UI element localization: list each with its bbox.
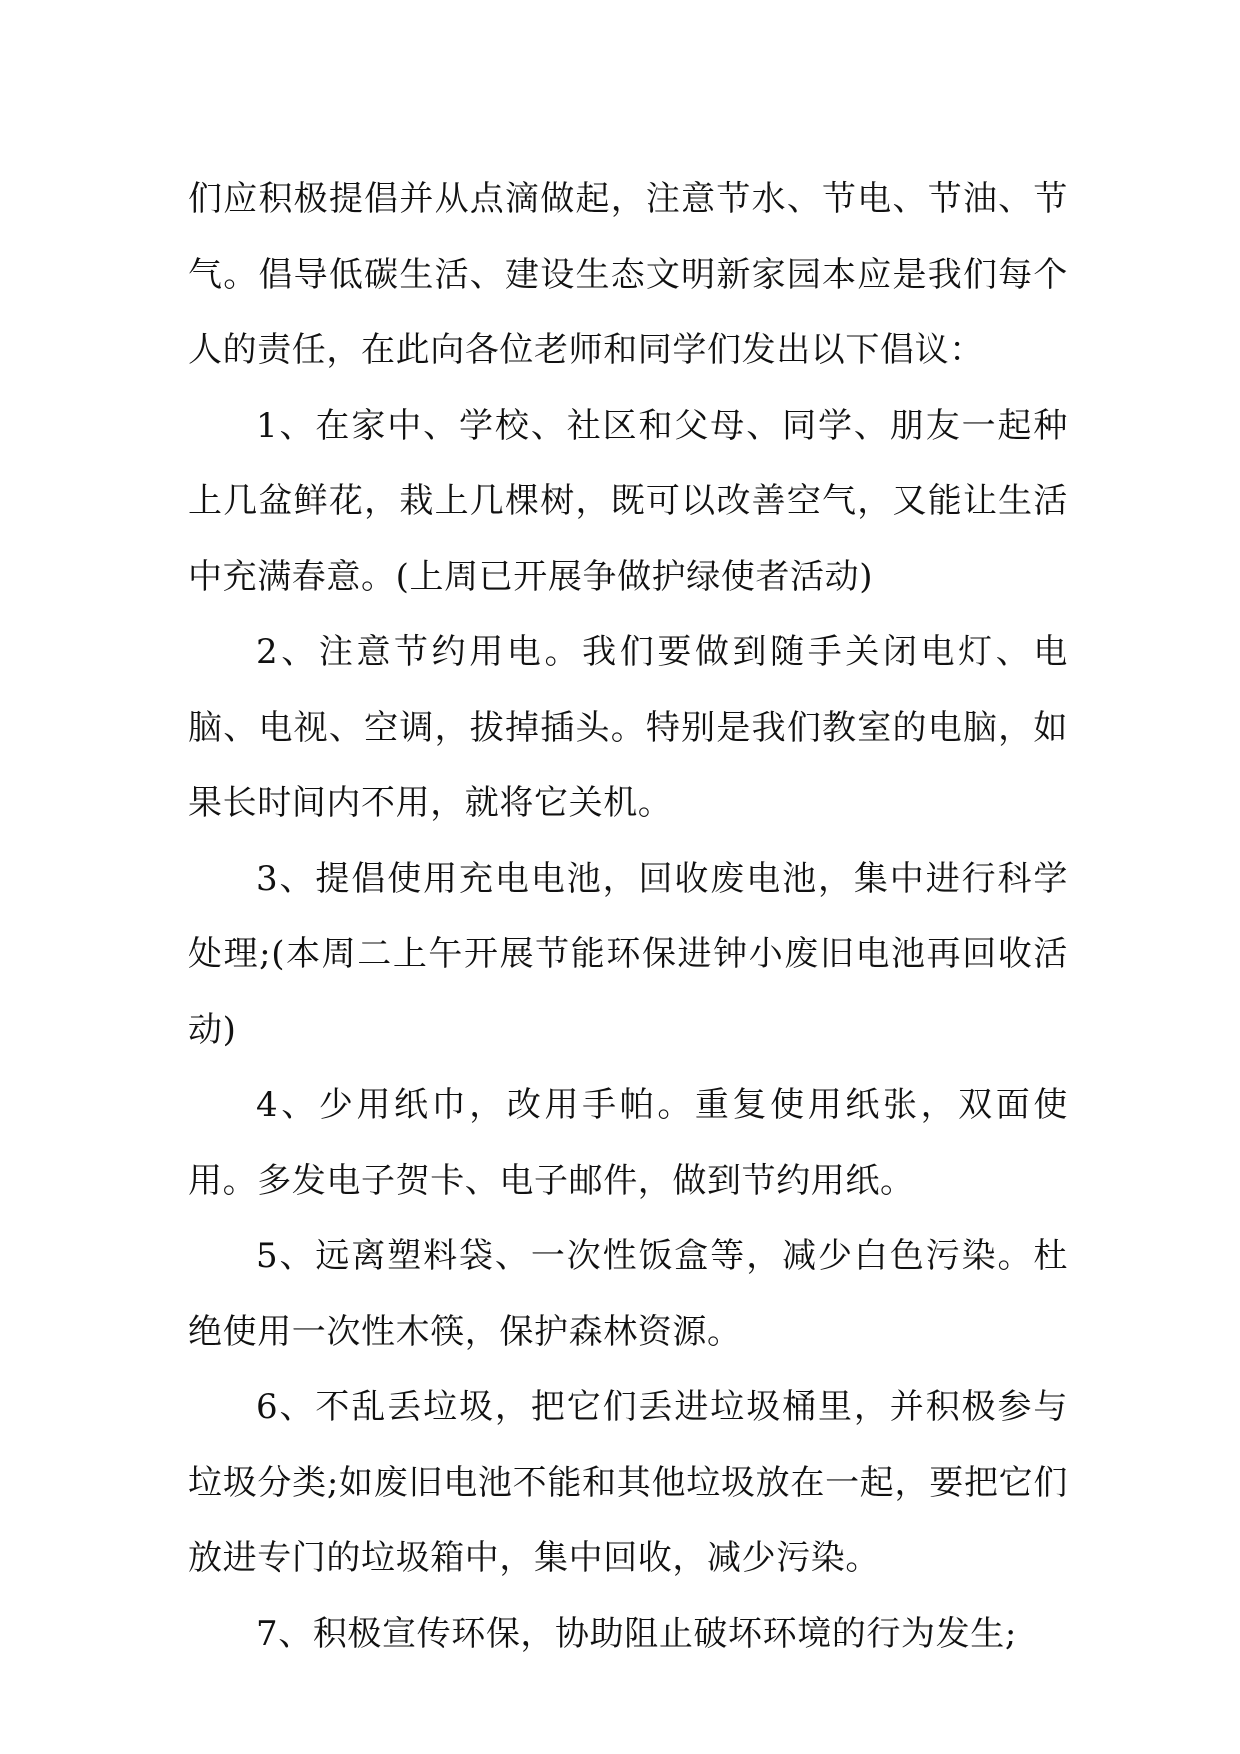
proposal-item-4: 4、少用纸巾，改用手帕。重复使用纸张，双面使用。多发电子贺卡、电子邮件，做到节约用纸。	[188, 1085, 1068, 1201]
document-body	[188, 162, 1068, 1672]
proposal-item-1: 1、在家中、学校、社区和父母、同学、朋友一起种上几盆鲜花，栽上几棵树，既可以改善空气，又能让生活中充满春意。(上周已开展争做护绿使者活动)	[188, 405, 1068, 597]
proposal-item-3: 3、提倡使用充电电池，回收废电池，集中进行科学处理;(本周二上午开展节能环保进钟小废旧电池再回收活动)	[188, 858, 1068, 1050]
proposal-item-2: 2、注意节约用电。我们要做到随手关闭电灯、电脑、电视、空调，拔掉插头。特别是我们教室的电脑，如果长时间内不用，就将它关机。	[188, 632, 1068, 823]
proposal-item-6: 6、不乱丢垃圾，把它们丢进垃圾桶里，并积极参与垃圾分类;如废旧电池不能和其他垃圾放在一起，要把它们放进专门的垃圾箱中，集中回收，减少污染。	[188, 1387, 1068, 1578]
proposal-item-7: 7、积极宣传环保，协助阻止破坏环境的行为发生;	[256, 1613, 1017, 1654]
intro-paragraph: 们应积极提倡并从点滴做起，注意节水、节电、节油、节气。倡导低碳生活、建设生态文明新家园本应是我们每个人的责任，在此向各位老师和同学们发出以下倡议：	[188, 179, 1068, 370]
proposal-item-5: 5、远离塑料袋、一次性饭盒等，减少白色污染。杜绝使用一次性木筷，保护森林资源。	[188, 1236, 1068, 1352]
